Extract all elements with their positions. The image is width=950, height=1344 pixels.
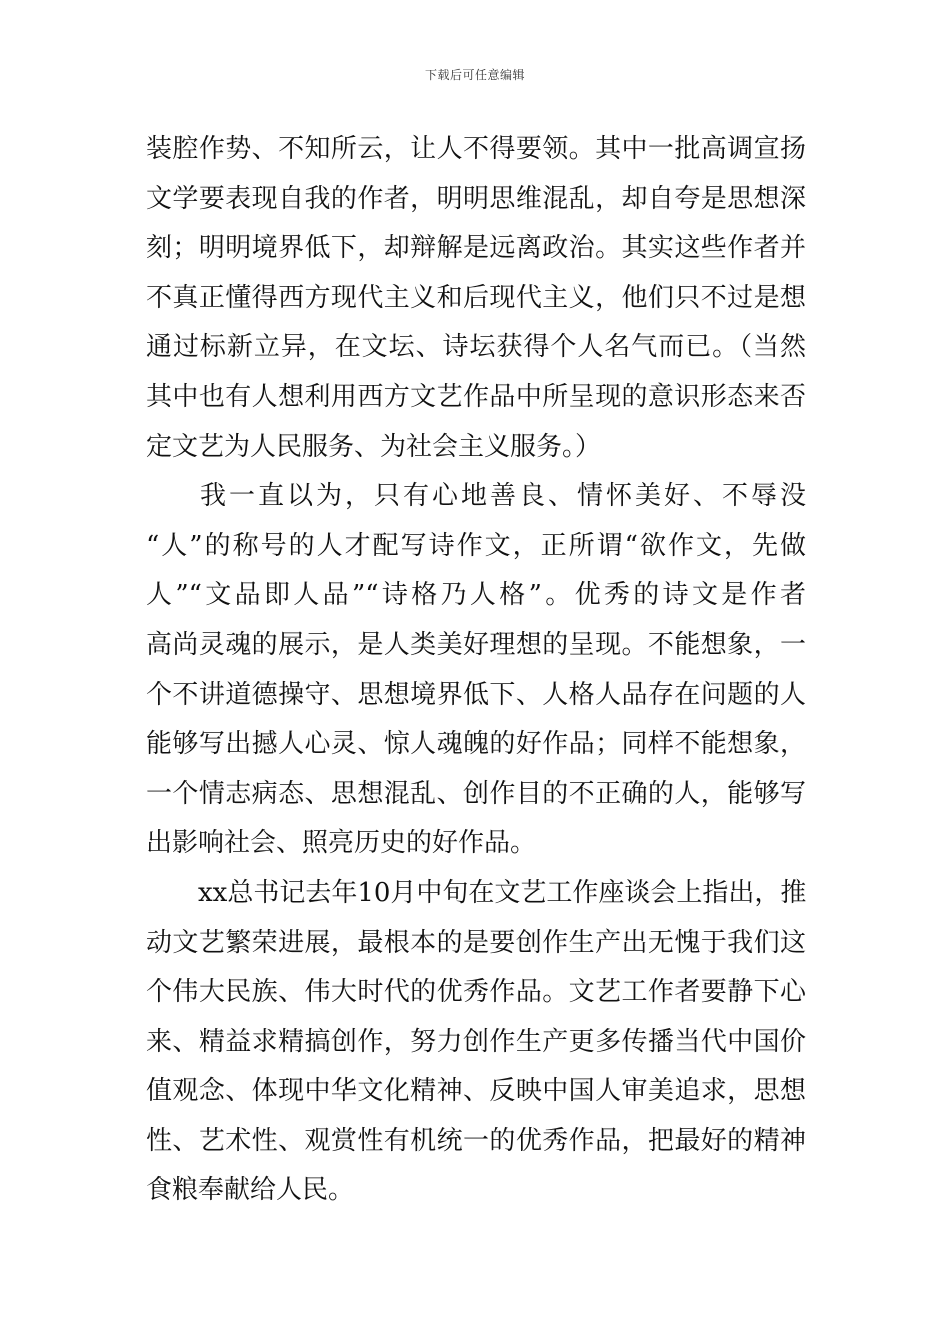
text-line: 来、精益求精搞创作，努力创作生产更多传播当代中国价 bbox=[146, 1026, 806, 1057]
text-line: 定文艺为人民服务、为社会主义服务。） bbox=[146, 431, 602, 462]
document-body bbox=[146, 125, 806, 1216]
text-line: 文学要表现自我的作者，明明思维混乱，却自夸是思想深 bbox=[146, 183, 806, 214]
paragraph bbox=[146, 869, 806, 1216]
text-line: 装腔作势、不知所云，让人不得要领。其中一批高调宣扬 bbox=[146, 134, 806, 164]
text-line: 个不讲道德操守、思想境界低下、人格人品存在问题的人 bbox=[146, 679, 806, 710]
text-line: 一个情志病态、思想混乱、创作目的不正确的人，能够写 bbox=[146, 778, 806, 809]
text-line: 通过标新立异，在文坛、诗坛获得个人名气而已。（当然 bbox=[146, 332, 806, 363]
text-line: 能够写出撼人心灵、惊人魂魄的好作品；同样不能想象， bbox=[146, 729, 806, 760]
text-line: 其中也有人想利用西方文艺作品中所呈现的意识形态来否 bbox=[146, 381, 806, 412]
text-line: xx总书记去年10月中旬在文艺工作座谈会上指出，推 bbox=[198, 877, 807, 908]
text-line: 性、艺术性、观赏性有机统一的优秀作品，把最好的精神 bbox=[146, 1125, 806, 1156]
text-line: 食粮奉献给人民。 bbox=[146, 1175, 355, 1206]
text-line: 刻；明明境界低下，却辩解是远离政治。其实这些作者并 bbox=[146, 233, 806, 264]
text-line: 动文艺繁荣进展，最根本的是要创作生产出无愧于我们这 bbox=[146, 927, 806, 958]
text-line: “人”的称号的人才配写诗作文，正所谓“欲作文，先做 bbox=[146, 530, 806, 561]
text-line: 我一直以为，只有心地善良、情怀美好、不辱没 bbox=[200, 481, 806, 512]
text-line: 个伟大民族、伟大时代的优秀作品。文艺工作者要静下心 bbox=[146, 977, 806, 1008]
text-line: 出影响社会、照亮历史的好作品。 bbox=[146, 828, 537, 859]
page-header: 下载后可任意编辑 bbox=[424, 68, 525, 82]
text-line: 不真正懂得西方现代主义和后现代主义，他们只不过是想 bbox=[146, 282, 806, 313]
text-line: 高尚灵魂的展示，是人类美好理想的呈现。不能想象，一 bbox=[146, 629, 806, 660]
paragraph bbox=[146, 472, 806, 869]
text-line: 值观念、体现中华文化精神、反映中国人审美追求，思想 bbox=[146, 1076, 806, 1107]
text-line: 人”“文品即人品”“诗格乃人格”。优秀的诗文是作者 bbox=[146, 580, 806, 611]
paragraph bbox=[146, 125, 806, 472]
